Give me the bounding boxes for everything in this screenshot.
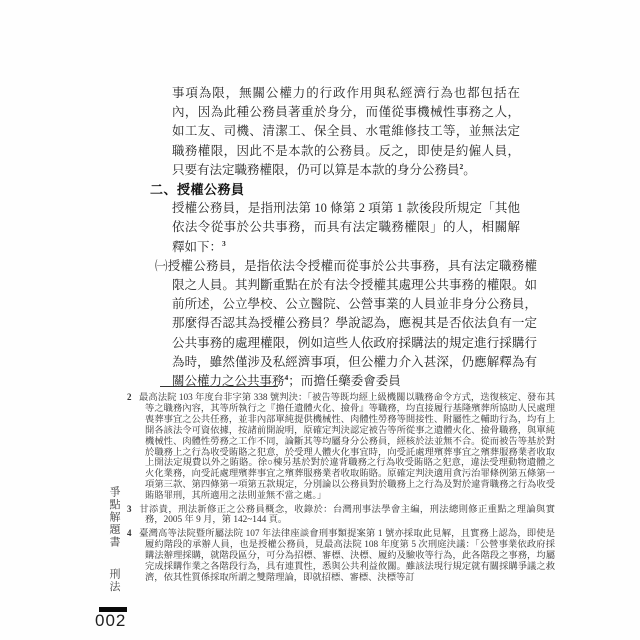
list-item-1 xyxy=(155,257,537,391)
intro-paragraph xyxy=(172,199,520,257)
footnote-ref-3: 3 xyxy=(222,238,226,248)
main-text-column xyxy=(150,84,537,391)
footnote-text: 甘添貴，刑法新修正之公務員概念，收錄於：台灣刑事法學會主編，刑法總則修正重點之理論與實務，2005 年 9 月，第 142~144 頁。 xyxy=(139,504,555,526)
paragraph-tail: 。 xyxy=(463,162,476,177)
footnote-number: 4 xyxy=(127,527,132,538)
book-series-title-vertical: 爭點解題書 xyxy=(108,486,120,549)
footnote-number: 3 xyxy=(127,503,132,514)
section-heading: 二、授權公務員 xyxy=(150,182,245,198)
footnote-2 xyxy=(127,392,555,502)
item-marker: ㈠ xyxy=(155,258,168,273)
page-number: 002 xyxy=(95,611,127,630)
footnote-number: 2 xyxy=(127,392,132,402)
footnote-ref-2: 2 xyxy=(459,161,464,171)
footnotes-block xyxy=(127,392,555,585)
body-paragraph-continued xyxy=(172,84,520,180)
footnote-text: 最高法院 103 年度台非字第 338 號判決：「被告等既均經上級機關以職務命令方式，迭復核定、發布其等之職務內容，其等所執行之『擔任遺體火化、撿骨』等職務，均直接履行基隆殯葬所協助人民處理喪葬事宜之公共任務，並非內部單純提供機械性、肉體性勞務等間接性、附屬性之輔助行為，均有上開各該法令可資依據，按諸前開說明，原確定判決認定被告等所從事之遺體火化、撿骨職務，與單純機械性、肉體性勞務之工作不同，論斷其等均屬身分公務員，經核於法並無不合。從而被告等基於對於職務上之行為收受賄賂之犯意，於受理人體火化事宜時，向受託處理殯葬事宜之殯葬服務業者收取上開法定規費以外之賄賂。徐○棟另基於對於違背職務之行為收受賄賂之犯意，違法受理動物遺體之火化業務，向受託處理殯葬事宜之殯葬服務業者收取賄賂。原確定判決適用貪污治罪條例第五條第一項第三款、第四條第一項第五款規定，分別論以公務員對於職務上之行為及對於違背職務之行為收受賄賂罪刑，其所適用之法則並無不當之處。」 xyxy=(139,393,555,502)
footnote-4 xyxy=(127,528,555,584)
footnote-separator-line xyxy=(160,386,278,387)
footnote-ref-4: 4 xyxy=(284,372,289,382)
item-text-after: ；而擔任藥委會委員 xyxy=(288,374,401,389)
footnote-3 xyxy=(127,504,555,527)
intro-text: 授權公務員，是指刑法第 10 條第 2 項第 1 款後段所規定「其他依法令從事於公共事務，而具有法定職務權限」的人，相關解釋如下： xyxy=(172,201,520,254)
footnote-text: 臺灣高等法院暨所屬法院 107 年法律座談會刑事類提案第 1 號亦採取此見解，且實務上認為，即使是履約階段的承辦人員，也是授權公務員，見最高法院 108 年度第 5 次刑庭決議：「公營事業依政府採購法辦理採購，就階段區分，可分為招標、審標、決標、履約及驗收等行為，此各階段之事務，均屬完成採購作業之各階段行為，具有連貫性，悉與公共利益攸關。雖該法現行規定就有關採購爭議之救濟，依其性質係採取所謂之雙階理論，即就招標、審標、決標等訂 xyxy=(139,528,555,583)
item-text: 授權公務員，是指依法令授權而從事於公共事務，具有法定職務權限之人員。其判斷重點在於有法令授權其處理公共事務的權限。如前所述，公立學校、公立醫院、公營事業的人員並非身分公務員，那麼得否認其為授權公務員？學說認為，應視其是否依法負有一定公共事務的處理權限，例如這些人依政府採購法的規定進行採購行為時，雖然僅涉及私經濟事項，但公權力介入甚深，仍應解釋為有關公權力之公共事務 xyxy=(167,258,537,389)
paragraph-text: 事項為限，無關公權力的行政作用與私經濟行為也都包括在內，因為此種公務員著重於身分，而僅從事機械性事務之人，如工友、司機、清潔工、保全員、水電維修技工等，並無法定職務權限，因此不是本款的公務員。反之，即使是約僱人員，只要有法定職務權限，仍可以算是本款的身分公務員 xyxy=(172,86,520,177)
book-subject-vertical: 刑法 xyxy=(108,568,120,593)
